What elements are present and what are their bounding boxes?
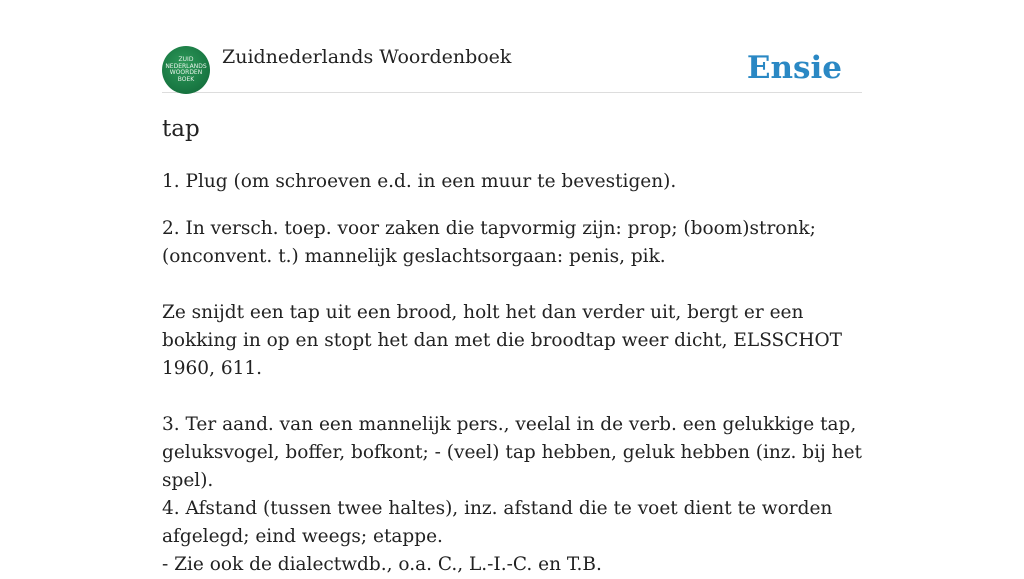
entry-headword: tap: [162, 116, 200, 142]
logo-line: BOEK: [177, 75, 195, 83]
logo-line: NEDERLANDS: [165, 62, 207, 70]
see-also-note: - Zie ook de dialectwdb., o.a. C., L.-I.-C. en T.B.: [162, 554, 602, 575]
example-quote: Ze snijdt een tap uit een brood, holt het dan verder uit, bergt er een bokking in op en stopt het dan met die broodtap weer dicht, ELSSCHOT 1960, 611.: [162, 302, 843, 379]
definition-3: 3. Ter aand. van een mannelijk pers., veelal in de verb. een gelukkige tap, geluksvogel, boffer, bofkont; - (veel) tap hebben, geluk hebben (inz. bij het spel).: [162, 414, 862, 491]
definition-2: 2. In versch. toep. voor zaken die tapvormig zijn: prop; (boom)stronk; (onconvent. t.) mannelijk geslachtsorgaan: penis, pik.: [162, 218, 816, 267]
dictionary-logo[interactable]: [162, 46, 210, 94]
dictionary-title[interactable]: Zuidnederlands Woordenboek: [222, 46, 512, 68]
logo-line: WOORDEN: [169, 69, 203, 76]
entry-content: [162, 168, 862, 579]
ensie-brand-logo[interactable]: Ensie: [746, 50, 842, 86]
definition-4: 4. Afstand (tussen twee haltes), inz. afstand die te voet dient te worden afgelegd; eind weegs; etappe.: [162, 498, 833, 547]
logo-line: ZUID: [178, 56, 194, 63]
site-header: [162, 44, 862, 93]
definition-1: 1. Plug (om schroeven e.d. in een muur te bevestigen).: [162, 171, 677, 192]
